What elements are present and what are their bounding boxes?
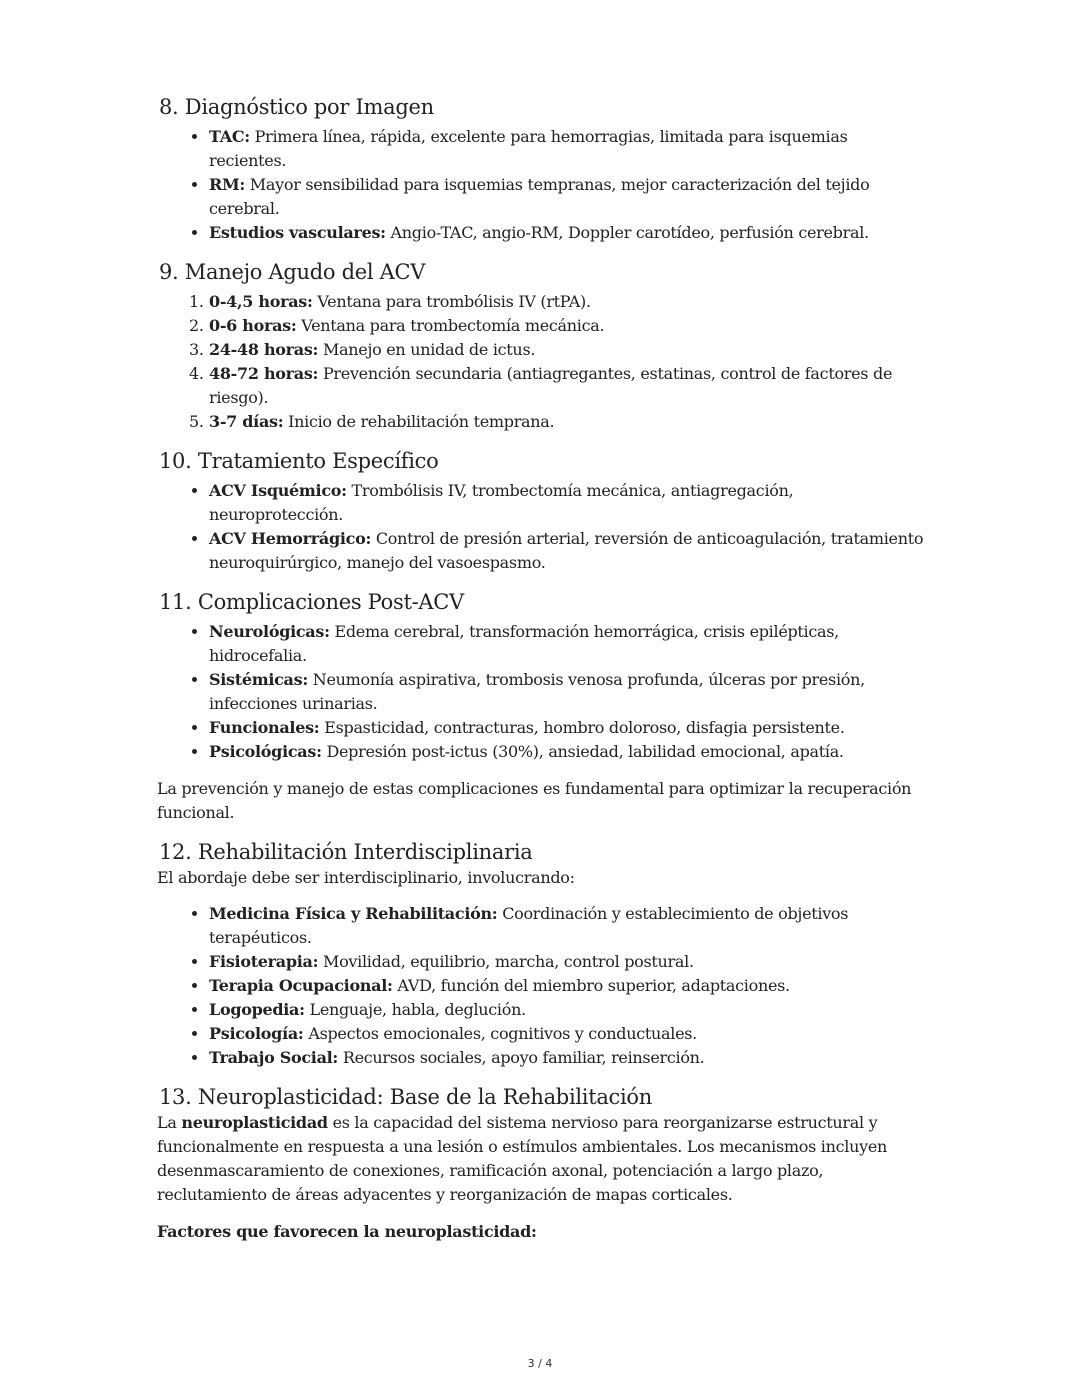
item-text: Movilidad, equilibrio, marcha, control postural.	[318, 952, 694, 971]
section-heading: 8. Diagnóstico por Imagen	[159, 95, 434, 119]
section-complicaciones	[157, 588, 927, 825]
list-item	[189, 410, 927, 434]
list-item	[189, 362, 927, 410]
item-label: Medicina Física y Rehabilitación:	[209, 904, 498, 923]
item-label: 24-48 horas:	[209, 340, 319, 359]
item-number: 4.	[189, 364, 204, 383]
list-item	[209, 1022, 927, 1046]
list-item	[189, 290, 927, 314]
item-text: Recursos sociales, apoyo familiar, reinserción.	[338, 1048, 705, 1067]
list-item	[209, 716, 927, 740]
list-item	[209, 125, 927, 173]
list-item	[209, 902, 927, 950]
item-text: Primera línea, rápida, excelente para hemorragias, limitada para isquemias recientes.	[209, 127, 848, 170]
item-label: Funcionales:	[209, 718, 320, 737]
item-label: Fisioterapia:	[209, 952, 319, 971]
item-label: Terapia Ocupacional:	[209, 976, 393, 995]
item-text: Ventana para trombólisis IV (rtPA).	[312, 292, 591, 311]
list-item	[209, 527, 927, 575]
item-number: 3.	[189, 340, 204, 359]
bullet-list	[157, 479, 927, 575]
list-item	[209, 740, 927, 764]
item-number: 1.	[189, 292, 204, 311]
item-label: ACV Isquémico:	[209, 481, 347, 500]
item-label: 3-7 días:	[209, 412, 284, 431]
bullet-list	[157, 620, 927, 764]
list-item	[189, 314, 927, 338]
section-tratamiento-especifico	[157, 447, 927, 575]
item-text: Inicio de rehabilitación temprana.	[283, 412, 555, 431]
text-span: es la capacidad del sistema nervioso para reorganizarse estructural y funcionalmente en respuesta a una lesión o estímulos ambientales. Los mecanismos incluyen desenmascaramiento de conexiones, ramificación axonal, potenciación a largo plazo, reclutamiento de áreas adyacentes y reorganización de mapas corticales.	[157, 1113, 887, 1204]
closing-paragraph: La prevención y manejo de estas complicaciones es fundamental para optimizar la recuperación funcional.	[157, 779, 912, 822]
list-item	[209, 1046, 927, 1070]
numbered-list	[157, 290, 927, 434]
item-text: Prevención secundaria (antiagregantes, estatinas, control de factores de riesgo).	[209, 364, 893, 407]
intro-paragraph: El abordaje debe ser interdisciplinario, involucrando:	[157, 868, 575, 887]
item-label: Psicológicas:	[209, 742, 322, 761]
section-rehabilitacion	[157, 838, 927, 1070]
item-label: Estudios vasculares:	[209, 223, 386, 242]
item-text: Edema cerebral, transformación hemorrágica, crisis epilépticas, hidrocefalia.	[209, 622, 839, 665]
item-text: Espasticidad, contracturas, hombro doloroso, disfagia persistente.	[319, 718, 845, 737]
item-text: Neumonía aspirativa, trombosis venosa profunda, úlceras por presión, infecciones urinarias.	[209, 670, 865, 713]
item-text: Aspectos emocionales, cognitivos y conductuales.	[303, 1024, 697, 1043]
page-indicator: 3 / 4	[527, 1357, 553, 1370]
section-diagnostico-imagen	[157, 93, 927, 245]
item-label: Psicología:	[209, 1024, 304, 1043]
list-item	[209, 950, 927, 974]
list-item	[209, 668, 927, 716]
item-label: RM:	[209, 175, 246, 194]
item-label: ACV Hemorrágico:	[209, 529, 372, 548]
section-heading: 9. Manejo Agudo del ACV	[159, 260, 426, 284]
section-heading: 12. Rehabilitación Interdisciplinaria	[159, 840, 533, 864]
item-label: 0-4,5 horas:	[209, 292, 313, 311]
definition-paragraph	[157, 1111, 927, 1207]
factors-heading-text: Factores que favorecen la neuroplasticidad:	[157, 1222, 537, 1241]
document-page	[157, 93, 927, 1257]
section-heading: 13. Neuroplasticidad: Base de la Rehabilitación	[159, 1085, 652, 1109]
item-number: 2.	[189, 316, 204, 335]
item-number: 5.	[189, 412, 204, 431]
list-item	[209, 479, 927, 527]
text-span: La	[157, 1113, 182, 1132]
item-text: Control de presión arterial, reversión de anticoagulación, tratamiento neuroquirúrgico, manejo del vasoespasmo.	[209, 529, 924, 572]
list-item	[189, 338, 927, 362]
item-text: Mayor sensibilidad para isquemias tempranas, mejor caracterización del tejido cerebral.	[209, 175, 870, 218]
item-label: Logopedia:	[209, 1000, 305, 1019]
item-label: Sistémicas:	[209, 670, 308, 689]
list-item	[209, 620, 927, 668]
item-text: AVD, función del miembro superior, adaptaciones.	[392, 976, 790, 995]
item-text: Coordinación y establecimiento de objetivos terapéuticos.	[209, 904, 849, 947]
factors-heading	[157, 1220, 927, 1244]
item-text: Manejo en unidad de ictus.	[318, 340, 536, 359]
item-label: TAC:	[209, 127, 250, 146]
bullet-list	[157, 902, 927, 1070]
list-item	[209, 221, 927, 245]
section-heading: 11. Complicaciones Post-ACV	[159, 590, 464, 614]
item-text: Angio-TAC, angio-RM, Doppler carotídeo, perfusión cerebral.	[385, 223, 869, 242]
item-label: 0-6 horas:	[209, 316, 297, 335]
list-item	[209, 974, 927, 998]
list-item	[209, 173, 927, 221]
item-text: Depresión post-ictus (30%), ansiedad, labilidad emocional, apatía.	[321, 742, 844, 761]
item-text: Lenguaje, habla, deglución.	[304, 1000, 526, 1019]
list-item	[209, 998, 927, 1022]
item-label: Neurológicas:	[209, 622, 330, 641]
bullet-list	[157, 125, 927, 245]
section-manejo-agudo	[157, 258, 927, 434]
item-text: Trombólisis IV, trombectomía mecánica, antiagregación, neuroprotección.	[209, 481, 794, 524]
section-heading: 10. Tratamiento Específico	[159, 449, 439, 473]
item-label: Trabajo Social:	[209, 1048, 339, 1067]
item-text: Ventana para trombectomía mecánica.	[296, 316, 605, 335]
section-neuroplasticidad	[157, 1083, 927, 1244]
term-bold: neuroplasticidad	[181, 1113, 328, 1132]
item-label: 48-72 horas:	[209, 364, 319, 383]
